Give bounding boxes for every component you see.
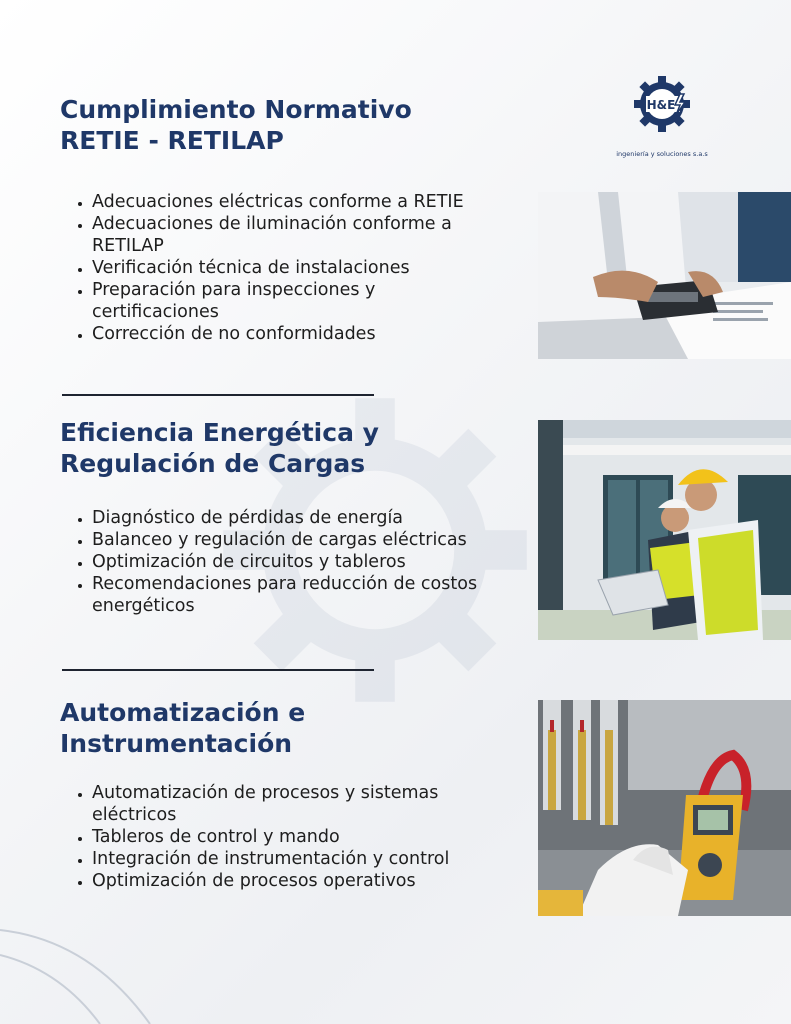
- list-item: • Corrección de no conformidades: [92, 323, 490, 345]
- section-cumplimiento-normativo: [60, 94, 500, 156]
- section-list: [60, 191, 490, 345]
- bullet-list: [60, 191, 490, 345]
- section-title-line: Automatización e: [60, 698, 306, 727]
- photo-engineers-laptop: [538, 420, 791, 640]
- list-item: • Balanceo y regulación de cargas eléctricas: [92, 529, 490, 551]
- bullet-list: [60, 507, 490, 617]
- section-divider: [62, 669, 374, 671]
- section-list: [60, 782, 490, 892]
- list-item: • Adecuaciones de iluminación conforme a RETILAP: [92, 213, 490, 257]
- svg-text:H&E: H&E: [646, 98, 676, 112]
- section-title-line: Instrumentación: [60, 729, 293, 758]
- section-automatizacion: [60, 697, 500, 759]
- section-divider: [62, 394, 374, 396]
- company-logo: [612, 72, 712, 167]
- section-title: [60, 94, 500, 156]
- section-title-line: RETIE - RETILAP: [60, 126, 284, 155]
- list-item: • Preparación para inspecciones y certificaciones: [92, 279, 490, 323]
- list-item: • Recomendaciones para reducción de costos energéticos: [92, 573, 490, 617]
- section-title: [60, 697, 500, 759]
- section-title-line: Eficiencia Energética y: [60, 418, 379, 447]
- bullet-list: [60, 782, 490, 892]
- list-item: • Automatización de procesos y sistemas eléctricos: [92, 782, 490, 826]
- list-item: • Tableros de control y mando: [92, 826, 490, 848]
- logo-tagline: ingeniería y soluciones s.a.s: [616, 150, 708, 158]
- list-item: • Diagnóstico de pérdidas de energía: [92, 507, 490, 529]
- list-item: • Adecuaciones eléctricas conforme a RETIE: [92, 191, 490, 213]
- section-list: [60, 507, 490, 617]
- section-title: [60, 417, 500, 479]
- list-item: • Verificación técnica de instalaciones: [92, 257, 490, 279]
- list-item: • Integración de instrumentación y control: [92, 848, 490, 870]
- decorative-arcs: [0, 900, 200, 1024]
- gear-bolt-logo-icon: [630, 72, 694, 136]
- list-item: • Optimización de procesos operativos: [92, 870, 490, 892]
- photo-multimeter-panel: [538, 700, 791, 916]
- photo-calculator-documents: [538, 192, 791, 359]
- section-eficiencia-energetica: [60, 417, 500, 479]
- section-title-line: Regulación de Cargas: [60, 449, 366, 478]
- list-item: • Optimización de circuitos y tableros: [92, 551, 490, 573]
- section-title-line: Cumplimiento Normativo: [60, 95, 412, 124]
